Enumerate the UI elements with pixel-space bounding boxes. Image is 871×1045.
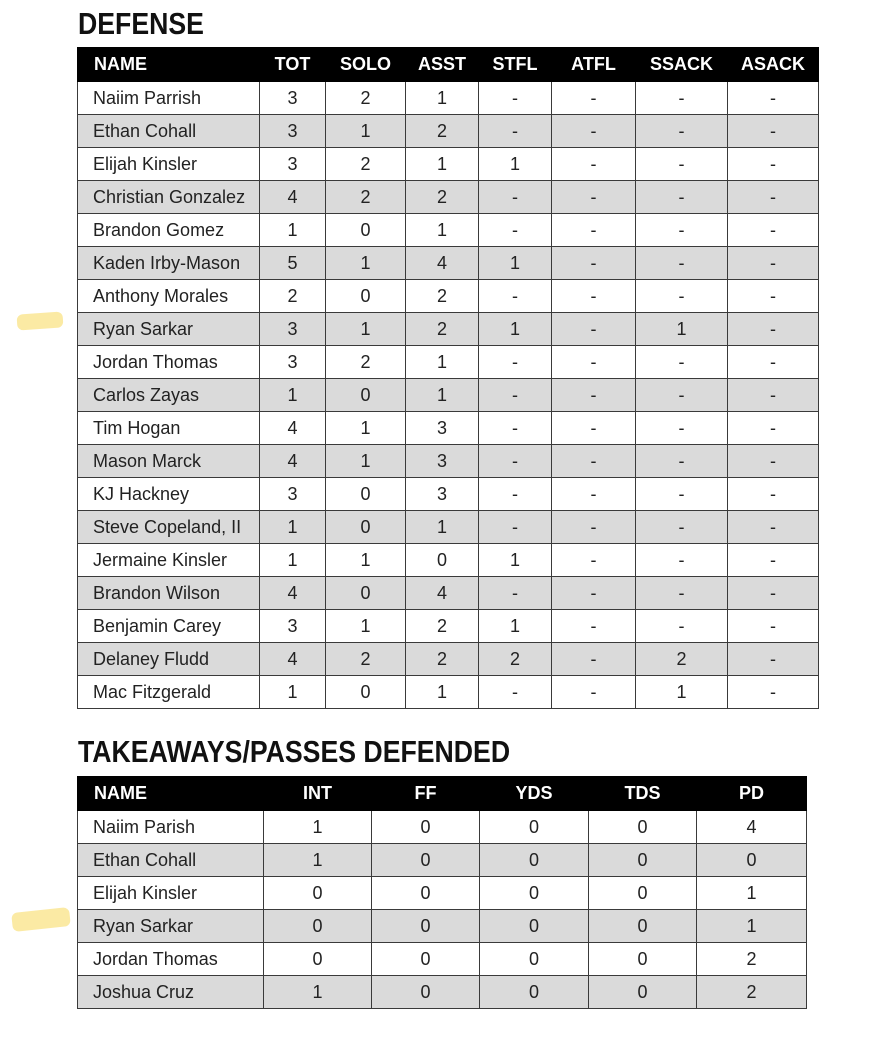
table-row <box>78 445 819 478</box>
stat-cell: - <box>636 445 728 478</box>
stat-cell: - <box>479 379 552 412</box>
player-name-cell: Ryan Sarkar <box>78 910 264 943</box>
stat-cell: - <box>479 214 552 247</box>
stat-cell: 4 <box>406 577 479 610</box>
stat-cell: 0 <box>372 943 480 976</box>
table-row <box>78 247 819 280</box>
stat-cell: - <box>728 544 819 577</box>
stat-cell: 2 <box>697 943 807 976</box>
table-row <box>78 877 807 910</box>
player-name-cell: Naiim Parish <box>78 811 264 844</box>
stat-cell: 0 <box>264 910 372 943</box>
stat-cell: 0 <box>480 910 589 943</box>
stat-cell: 1 <box>406 511 479 544</box>
stat-cell: - <box>479 577 552 610</box>
player-name-cell: Brandon Wilson <box>78 577 260 610</box>
stat-cell: 0 <box>326 511 406 544</box>
stat-cell: - <box>728 313 819 346</box>
column-header: SOLO <box>326 48 406 82</box>
stat-cell: - <box>728 577 819 610</box>
stat-cell: - <box>636 115 728 148</box>
player-name-cell: Ethan Cohall <box>78 115 260 148</box>
highlight-marker <box>16 311 63 330</box>
stat-cell: 1 <box>260 214 326 247</box>
player-name-cell: Brandon Gomez <box>78 214 260 247</box>
stat-cell: 3 <box>406 412 479 445</box>
stat-cell: 1 <box>264 976 372 1009</box>
stat-cell: - <box>479 445 552 478</box>
stat-cell: 1 <box>479 610 552 643</box>
stat-cell: 0 <box>480 976 589 1009</box>
table-row <box>78 280 819 313</box>
stat-cell: - <box>636 247 728 280</box>
stat-cell: - <box>728 610 819 643</box>
stat-cell: 0 <box>264 943 372 976</box>
stat-cell: - <box>728 478 819 511</box>
stat-cell: - <box>479 412 552 445</box>
stat-cell: 1 <box>326 610 406 643</box>
takeaways-header-row <box>78 777 807 811</box>
stat-cell: - <box>552 115 636 148</box>
player-name-cell: Steve Copeland, II <box>78 511 260 544</box>
takeaways-table-body <box>78 811 807 1009</box>
stat-cell: 2 <box>406 181 479 214</box>
stat-cell: 0 <box>697 844 807 877</box>
stat-cell: 2 <box>326 148 406 181</box>
stat-cell: - <box>636 511 728 544</box>
stat-cell: 0 <box>326 676 406 709</box>
stat-cell: 3 <box>260 346 326 379</box>
stat-cell: 4 <box>697 811 807 844</box>
stat-cell: 1 <box>260 544 326 577</box>
stat-cell: - <box>552 82 636 115</box>
stat-cell: - <box>479 181 552 214</box>
stat-cell: 0 <box>264 877 372 910</box>
stat-cell: 0 <box>589 811 697 844</box>
stat-cell: - <box>728 115 819 148</box>
stat-cell: 1 <box>406 346 479 379</box>
stat-cell: 1 <box>479 247 552 280</box>
table-row <box>78 82 819 115</box>
column-header: FF <box>372 777 480 811</box>
column-header: NAME <box>78 777 264 811</box>
table-row <box>78 544 819 577</box>
stat-cell: 2 <box>636 643 728 676</box>
stat-cell: 1 <box>479 148 552 181</box>
table-row <box>78 412 819 445</box>
player-name-cell: Christian Gonzalez <box>78 181 260 214</box>
table-row <box>78 115 819 148</box>
column-header: TDS <box>589 777 697 811</box>
stat-cell: 0 <box>589 910 697 943</box>
defense-table <box>77 47 819 709</box>
player-name-cell: Carlos Zayas <box>78 379 260 412</box>
stat-cell: - <box>479 676 552 709</box>
player-name-cell: Anthony Morales <box>78 280 260 313</box>
stat-cell: 2 <box>326 643 406 676</box>
stat-cell: - <box>728 511 819 544</box>
player-name-cell: Tim Hogan <box>78 412 260 445</box>
stat-cell: - <box>479 511 552 544</box>
stat-cell: 1 <box>479 313 552 346</box>
stat-cell: - <box>636 280 728 313</box>
stat-cell: - <box>636 82 728 115</box>
stat-cell: - <box>552 346 636 379</box>
table-row <box>78 844 807 877</box>
player-name-cell: Elijah Kinsler <box>78 877 264 910</box>
stat-cell: 0 <box>480 811 589 844</box>
stat-cell: 2 <box>406 313 479 346</box>
player-name-cell: Naiim Parrish <box>78 82 260 115</box>
stat-cell: 0 <box>326 577 406 610</box>
player-name-cell: Ryan Sarkar <box>78 313 260 346</box>
stat-cell: 1 <box>406 148 479 181</box>
stat-cell: 3 <box>260 610 326 643</box>
stat-cell: 3 <box>260 148 326 181</box>
stat-cell: 3 <box>260 82 326 115</box>
stat-cell: 4 <box>260 643 326 676</box>
table-row <box>78 214 819 247</box>
stat-cell: 0 <box>480 943 589 976</box>
stat-cell: 3 <box>260 478 326 511</box>
player-name-cell: Joshua Cruz <box>78 976 264 1009</box>
stat-cell: 0 <box>372 910 480 943</box>
stat-cell: 0 <box>406 544 479 577</box>
table-row <box>78 610 819 643</box>
stat-cell: 0 <box>372 976 480 1009</box>
takeaways-table <box>77 776 807 1009</box>
stat-cell: - <box>728 445 819 478</box>
stat-cell: - <box>636 544 728 577</box>
player-name-cell: Elijah Kinsler <box>78 148 260 181</box>
stat-cell: 4 <box>260 445 326 478</box>
stat-cell: - <box>636 412 728 445</box>
stat-cell: - <box>552 247 636 280</box>
stat-cell: 1 <box>260 379 326 412</box>
stat-cell: - <box>552 544 636 577</box>
stat-cell: 2 <box>697 976 807 1009</box>
stat-cell: - <box>728 148 819 181</box>
player-name-cell: Jordan Thomas <box>78 346 260 379</box>
stat-cell: 1 <box>636 313 728 346</box>
stat-cell: 1 <box>406 379 479 412</box>
stat-cell: 2 <box>479 643 552 676</box>
stat-cell: 0 <box>589 844 697 877</box>
stat-cell: - <box>552 577 636 610</box>
table-row <box>78 313 819 346</box>
stat-cell: - <box>479 478 552 511</box>
stat-cell: 0 <box>589 877 697 910</box>
player-name-cell: Mac Fitzgerald <box>78 676 260 709</box>
table-row <box>78 910 807 943</box>
stat-cell: - <box>552 148 636 181</box>
stat-cell: 1 <box>260 511 326 544</box>
player-name-cell: Mason Marck <box>78 445 260 478</box>
player-name-cell: Delaney Fludd <box>78 643 260 676</box>
stat-cell: 2 <box>406 643 479 676</box>
stat-cell: - <box>552 643 636 676</box>
table-row <box>78 811 807 844</box>
stat-cell: - <box>636 478 728 511</box>
column-header: SSACK <box>636 48 728 82</box>
column-header: ASST <box>406 48 479 82</box>
table-row <box>78 181 819 214</box>
table-row <box>78 379 819 412</box>
stat-cell: - <box>552 445 636 478</box>
stat-cell: 4 <box>260 181 326 214</box>
stat-cell: - <box>479 82 552 115</box>
stat-cell: 1 <box>406 676 479 709</box>
stat-cell: - <box>728 643 819 676</box>
stat-cell: - <box>728 676 819 709</box>
stat-cell: - <box>636 577 728 610</box>
stat-cell: 1 <box>326 247 406 280</box>
stat-cell: - <box>728 346 819 379</box>
table-row <box>78 346 819 379</box>
stat-cell: 1 <box>326 544 406 577</box>
stat-cell: 1 <box>697 877 807 910</box>
stat-cell: 3 <box>406 478 479 511</box>
stat-cell: - <box>728 412 819 445</box>
stat-cell: - <box>728 82 819 115</box>
stat-cell: 1 <box>479 544 552 577</box>
table-row <box>78 976 807 1009</box>
player-name-cell: Ethan Cohall <box>78 844 264 877</box>
stat-cell: 2 <box>326 346 406 379</box>
stat-cell: 1 <box>326 412 406 445</box>
stat-cell: - <box>479 280 552 313</box>
stat-cell: 1 <box>406 214 479 247</box>
stat-cell: - <box>552 214 636 247</box>
stat-cell: - <box>728 214 819 247</box>
stat-cell: - <box>636 346 728 379</box>
stat-cell: 2 <box>326 181 406 214</box>
stat-cell: 3 <box>406 445 479 478</box>
stat-cell: 2 <box>406 610 479 643</box>
column-header: YDS <box>480 777 589 811</box>
column-header: ATFL <box>552 48 636 82</box>
stat-cell: 1 <box>326 313 406 346</box>
stat-cell: 0 <box>326 280 406 313</box>
defense-section-title: DEFENSE <box>78 6 204 41</box>
column-header: ASACK <box>728 48 819 82</box>
stat-cell: 1 <box>264 811 372 844</box>
defense-header-row <box>78 48 819 82</box>
stat-cell: - <box>728 379 819 412</box>
stat-cell: 0 <box>589 976 697 1009</box>
stat-cell: 1 <box>264 844 372 877</box>
takeaways-section-title: TAKEAWAYS/PASSES DEFENDED <box>78 734 511 769</box>
stat-cell: 0 <box>326 214 406 247</box>
table-row <box>78 478 819 511</box>
stat-cell: 1 <box>260 676 326 709</box>
stat-cell: 2 <box>260 280 326 313</box>
stat-cell: 0 <box>326 478 406 511</box>
table-row <box>78 943 807 976</box>
stat-cell: 0 <box>372 844 480 877</box>
stat-cell: 1 <box>406 82 479 115</box>
defense-table-body <box>78 82 819 709</box>
stat-cell: 4 <box>260 412 326 445</box>
stat-cell: - <box>636 610 728 643</box>
stat-cell: 2 <box>326 82 406 115</box>
stat-cell: - <box>728 280 819 313</box>
stat-cell: 0 <box>372 811 480 844</box>
table-row <box>78 148 819 181</box>
stat-cell: 0 <box>480 844 589 877</box>
stat-cell: - <box>552 478 636 511</box>
stat-cell: 5 <box>260 247 326 280</box>
stat-cell: - <box>552 379 636 412</box>
stat-cell: 1 <box>326 115 406 148</box>
column-header: TOT <box>260 48 326 82</box>
stat-cell: 1 <box>636 676 728 709</box>
stat-cell: - <box>636 214 728 247</box>
stat-cell: - <box>479 115 552 148</box>
stat-cell: - <box>552 676 636 709</box>
stat-cell: - <box>728 247 819 280</box>
stat-cell: 4 <box>406 247 479 280</box>
column-header: STFL <box>479 48 552 82</box>
stat-cell: - <box>728 181 819 214</box>
stat-cell: 2 <box>406 115 479 148</box>
table-row <box>78 577 819 610</box>
stat-cell: - <box>552 412 636 445</box>
player-name-cell: Kaden Irby-Mason <box>78 247 260 280</box>
player-name-cell: KJ Hackney <box>78 478 260 511</box>
stat-cell: 3 <box>260 313 326 346</box>
stat-cell: - <box>636 148 728 181</box>
stat-cell: 1 <box>326 445 406 478</box>
table-row <box>78 511 819 544</box>
stat-cell: 0 <box>372 877 480 910</box>
stat-cell: 0 <box>480 877 589 910</box>
column-header: INT <box>264 777 372 811</box>
stat-cell: - <box>636 181 728 214</box>
stat-cell: - <box>552 181 636 214</box>
table-row <box>78 643 819 676</box>
stat-cell: - <box>552 280 636 313</box>
stat-cell: 0 <box>589 943 697 976</box>
player-name-cell: Jordan Thomas <box>78 943 264 976</box>
stat-cell: 4 <box>260 577 326 610</box>
stat-cell: 2 <box>406 280 479 313</box>
stat-cell: - <box>636 379 728 412</box>
stat-cell: - <box>552 313 636 346</box>
column-header: NAME <box>78 48 260 82</box>
player-name-cell: Jermaine Kinsler <box>78 544 260 577</box>
player-name-cell: Benjamin Carey <box>78 610 260 643</box>
highlight-marker <box>11 907 71 932</box>
column-header: PD <box>697 777 807 811</box>
stat-cell: 1 <box>697 910 807 943</box>
stat-cell: 3 <box>260 115 326 148</box>
stat-cell: - <box>552 511 636 544</box>
table-row <box>78 676 819 709</box>
stat-cell: 0 <box>326 379 406 412</box>
stat-cell: - <box>552 610 636 643</box>
stat-cell: - <box>479 346 552 379</box>
